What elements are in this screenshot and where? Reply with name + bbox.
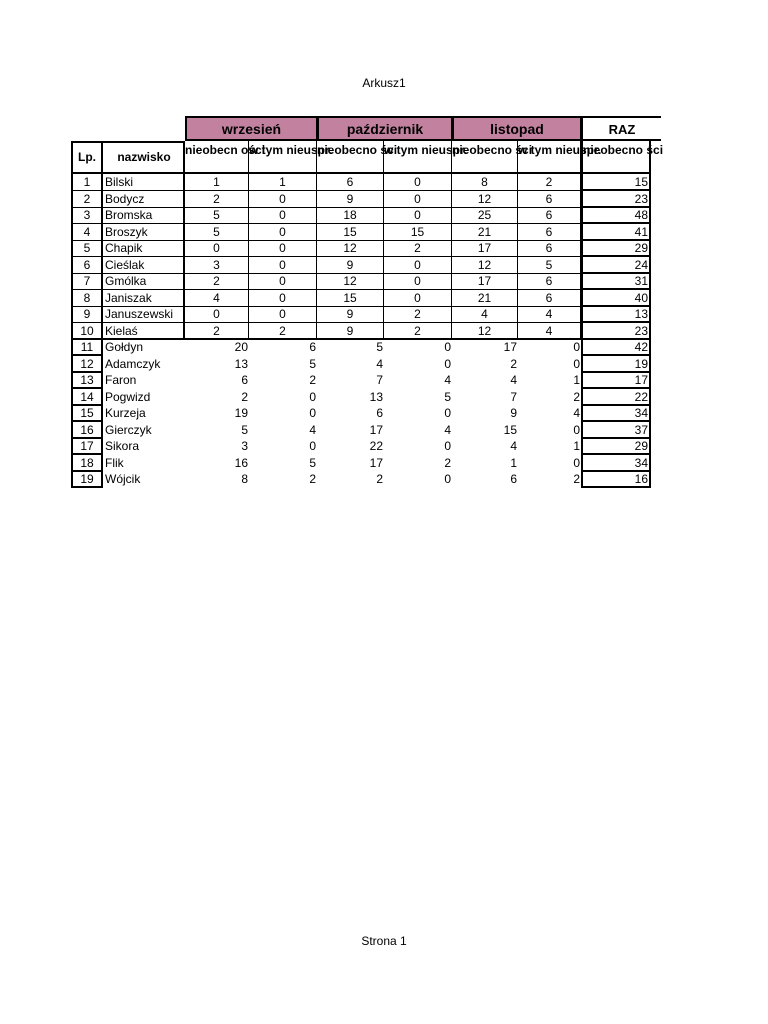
unexcused-cell: 2 [573,472,580,486]
row-number: 9 [71,306,103,323]
unexcused-cell: 0 [384,191,452,208]
student-name: Broszyk [103,224,185,241]
unexcused-cell: 2 [384,306,452,323]
row-number: 7 [71,273,103,290]
table-row [71,405,651,422]
absences-cell: 4 [510,439,517,453]
total-cell: 13 [581,306,651,323]
total-cell: 34 [581,455,651,472]
absences-cell: 9 [317,191,384,208]
absences-cell: 15 [503,422,517,437]
unexcused-cell: 0 [573,356,580,371]
absences-cell: 2 [241,389,248,404]
absences-cell: 18 [317,207,384,224]
student-name: Janiszak [103,290,185,307]
unexcused-cell: 6 [518,191,581,208]
row-number: 2 [71,191,103,208]
unexcused-cell: 2 [249,323,317,340]
total-cell: 24 [581,257,651,274]
unexcused-cell: 0 [309,406,316,420]
unexcused-cell: 6 [309,340,316,354]
unexcused-cell: 0 [384,273,452,290]
row-number: 11 [71,339,103,356]
unexcused-cell: 4 [309,422,316,437]
absences-cell: 3 [185,257,249,274]
absences-cell: 5 [241,422,248,437]
student-name: Kielaś [103,323,185,340]
unexcused-cell: 0 [309,389,316,404]
total-cell: 23 [581,191,651,208]
absences-cell: 8 [241,472,248,486]
total-absences-header: nieobecno ści [581,141,651,174]
unexcused-cell: 0 [444,472,451,486]
absences-cell: 17 [369,422,383,437]
row-number: 13 [71,372,103,389]
absences-cell: 12 [317,273,384,290]
name-header: nazwisko [103,141,185,174]
total-cell: 29 [581,240,651,257]
absences-cell: 15 [317,290,384,307]
student-name: Sikora [105,439,140,453]
absences-cell: 6 [510,472,517,486]
student-name: Kurzeja [105,406,146,420]
student-name: Bodycz [103,191,185,208]
student-name: Gołdyn [105,340,144,354]
unexcused-cell: 0 [309,439,316,453]
absences-cell: 22 [369,439,383,453]
total-cell: 31 [581,273,651,290]
student-name: Adamczyk [105,356,161,371]
unexcused-cell: 2 [384,323,452,340]
unexcused-cell: 6 [518,273,581,290]
unexcused-cell: 0 [573,422,580,437]
table-row [71,273,651,290]
absences-cell: 13 [234,356,248,371]
absences-cell: 7 [376,373,383,387]
total-cell: 16 [581,471,651,488]
lp-header: Lp. [71,141,103,174]
unexcused-cell: 2 [518,174,581,191]
absences-cell: 1 [185,174,249,191]
unexcused-cell: 2 [309,373,316,387]
total-cell: 37 [581,422,651,439]
student-name: Gierczyk [105,422,152,437]
unexcused-cell: 4 [444,422,451,437]
table-row [71,174,651,191]
absences-cell: 5 [376,340,383,354]
unexcused-cell: 6 [518,224,581,241]
unexcused-header: w tym nieuspr. [518,141,581,174]
unexcused-cell: 2 [444,455,451,470]
row-number: 12 [71,356,103,373]
unexcused-cell: 15 [384,224,452,241]
sheet-title: Arkusz1 [362,76,406,90]
absences-cell: 12 [452,257,518,274]
absences-cell: 12 [452,323,518,340]
absences-cell: 5 [185,207,249,224]
student-name: Cieślak [103,257,185,274]
table-row [71,191,651,208]
absences-cell: 4 [452,306,518,323]
absences-cell: 17 [452,273,518,290]
unexcused-header: w tym nieuspr. [384,141,452,174]
unexcused-cell: 6 [518,290,581,307]
page-footer: Strona 1 [361,934,407,948]
absences-cell: 8 [452,174,518,191]
student-name: Wójcik [105,472,141,486]
absences-cell: 5 [185,224,249,241]
absences-cell: 20 [234,340,248,354]
unexcused-cell: 2 [384,240,452,257]
absences-cell: 2 [185,273,249,290]
absences-cell: 4 [510,373,517,387]
absences-cell: 3 [241,439,248,453]
student-name: Flik [105,455,124,470]
absences-header: nieobecno ści [452,141,518,174]
absences-cell: 0 [185,240,249,257]
unexcused-cell: 6 [518,240,581,257]
unexcused-cell: 0 [249,191,317,208]
unexcused-cell: 0 [444,340,451,354]
table-row [71,438,651,455]
student-name: Faron [105,373,137,387]
row-number: 6 [71,257,103,274]
absences-cell: 9 [317,257,384,274]
student-name: Chapik [103,240,185,257]
table-row [71,207,651,224]
total-cell: 34 [581,405,651,422]
table-row [71,422,651,439]
unexcused-cell: 0 [249,273,317,290]
absences-cell: 13 [369,389,383,404]
absences-cell: 4 [376,356,383,371]
absences-cell: 2 [376,472,383,486]
unexcused-cell: 5 [518,257,581,274]
absences-cell: 17 [369,455,383,470]
total-cell: 48 [581,207,651,224]
unexcused-cell: 0 [384,290,452,307]
unexcused-cell: 1 [573,373,580,387]
table-row [71,240,651,257]
row-number: 16 [71,422,103,439]
absences-cell: 6 [241,373,248,387]
row-number: 8 [71,290,103,307]
attendance-table [71,116,664,488]
month-header-row [71,116,651,141]
absences-cell: 1 [510,455,517,470]
absences-cell: 12 [452,191,518,208]
table-row [71,306,651,323]
table-row [71,356,651,373]
row-number: 19 [71,471,103,488]
absences-cell: 9 [317,323,384,340]
total-header: RAZ [581,116,661,141]
student-name: Gmólka [103,273,185,290]
absences-cell: 19 [234,406,248,420]
absences-cell: 15 [317,224,384,241]
absences-cell: 21 [452,224,518,241]
absences-cell: 2 [185,323,249,340]
total-cell: 41 [581,224,651,241]
total-cell: 22 [581,389,651,406]
unexcused-cell: 0 [249,224,317,241]
unexcused-cell: 4 [518,323,581,340]
absences-header: nieobecn ości [185,141,249,174]
row-number: 14 [71,389,103,406]
unexcused-cell: 2 [573,389,580,404]
student-name: Pogwizd [105,389,151,404]
absences-cell: 7 [510,389,517,404]
table-row [71,257,651,274]
column-header-row [71,141,664,174]
absences-cell: 0 [185,306,249,323]
month-header-november: listopad [452,116,581,141]
row-number: 18 [71,455,103,472]
row-number: 4 [71,224,103,241]
row-number: 1 [71,174,103,191]
unexcused-cell: 0 [444,406,451,420]
unexcused-cell: 0 [573,340,580,354]
unexcused-cell: 5 [444,389,451,404]
student-name: Bromska [103,207,185,224]
absences-cell: 17 [503,340,517,354]
total-cell: 19 [581,356,651,373]
unexcused-cell: 2 [309,472,316,486]
row-number: 17 [71,438,103,455]
unexcused-cell: 0 [249,306,317,323]
absences-cell: 17 [452,240,518,257]
unexcused-cell: 6 [518,207,581,224]
absences-cell: 9 [317,306,384,323]
unexcused-cell: 0 [249,257,317,274]
row-number: 15 [71,405,103,422]
absences-header: nieobecno ści [317,141,384,174]
month-header-september: wrzesień [185,116,317,141]
table-row [71,372,651,389]
unexcused-cell: 0 [444,439,451,453]
table-row [71,471,651,488]
unexcused-header: w tym nieuspr. [249,141,317,174]
total-cell: 23 [581,323,651,340]
unexcused-cell: 5 [309,455,316,470]
absences-cell: 6 [376,406,383,420]
table-row [71,290,651,307]
unexcused-cell: 0 [249,240,317,257]
table-row [71,323,651,340]
row-number: 3 [71,207,103,224]
unexcused-cell: 0 [384,257,452,274]
unexcused-cell: 0 [444,356,451,371]
student-name: Bilski [103,174,185,191]
table-row [71,455,651,472]
total-cell: 40 [581,290,651,307]
unexcused-cell: 4 [518,306,581,323]
unexcused-cell: 1 [249,174,317,191]
unexcused-cell: 5 [309,356,316,371]
total-cell: 29 [581,438,651,455]
absences-cell: 2 [185,191,249,208]
total-cell: 15 [581,174,651,191]
absences-cell: 9 [510,406,517,420]
table-row [71,389,651,406]
absences-cell: 12 [317,240,384,257]
table-row [71,339,651,356]
unexcused-cell: 0 [249,290,317,307]
unexcused-cell: 0 [573,455,580,470]
month-header-october: październik [317,116,452,141]
total-cell: 17 [581,372,651,389]
row-number: 5 [71,240,103,257]
unexcused-cell: 0 [384,207,452,224]
row-number: 10 [71,323,103,340]
total-cell: 42 [581,339,651,356]
absences-cell: 21 [452,290,518,307]
unexcused-cell: 4 [573,406,580,420]
student-name: Januszewski [103,306,185,323]
unexcused-cell: 1 [573,439,580,453]
table-row [71,224,651,241]
unexcused-cell: 0 [249,207,317,224]
absences-cell: 6 [317,174,384,191]
absences-cell: 4 [185,290,249,307]
unexcused-cell: 0 [384,174,452,191]
absences-cell: 16 [234,455,248,470]
absences-cell: 2 [510,356,517,371]
absences-cell: 25 [452,207,518,224]
unexcused-cell: 4 [444,373,451,387]
